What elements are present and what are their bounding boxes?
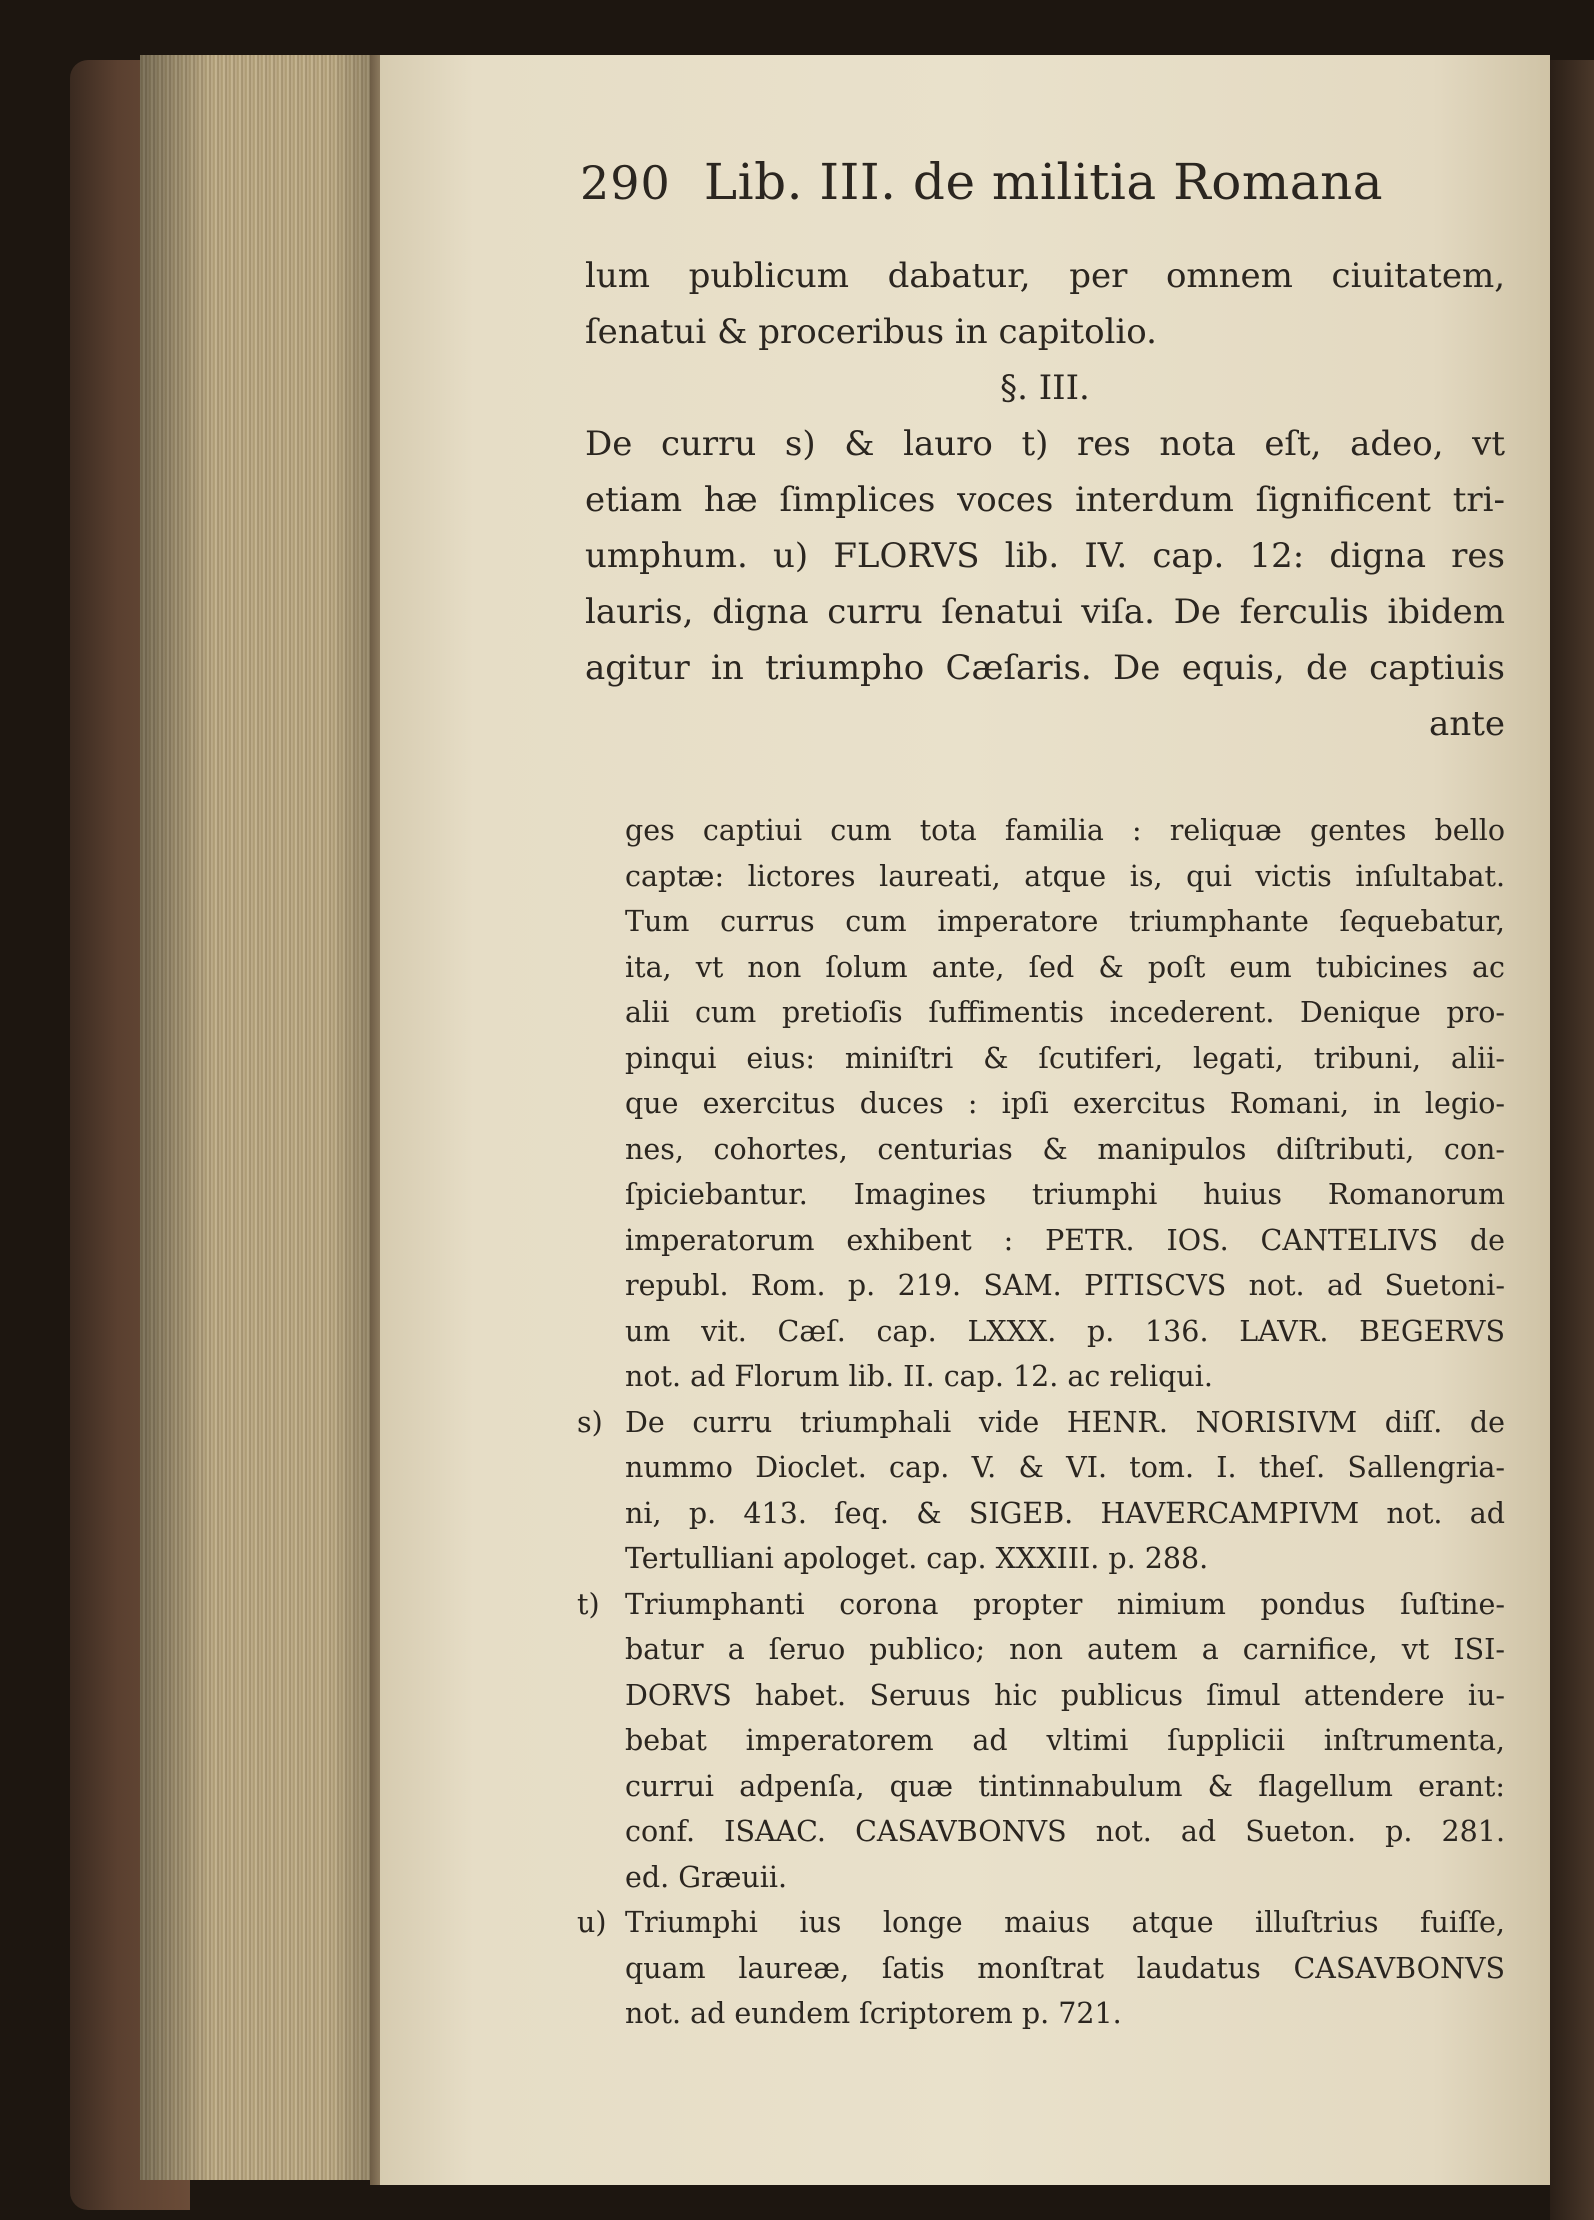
note-line: ges captiui cum tota familia : reliquæ gentes bello — [625, 814, 1505, 847]
note-line: Triumphi ius longe maius atque illuſtrius fuiſſe, — [625, 1906, 1505, 1939]
text-line: lum publicum dabatur, per omnem ciuitatem, — [585, 256, 1505, 296]
note-line: imperatorum exhibent : PETR. IOS. CANTELIVS de — [625, 1223, 1505, 1257]
note-line: alii cum pretioſis ſuffimentis incederent. Denique pro- — [625, 996, 1505, 1029]
note-line: que exercitus duces : ipſi exercitus Romani, in legio- — [625, 1087, 1505, 1120]
text-line: agitur in triumpho Cæſaris. De equis, de captiuis — [585, 648, 1505, 688]
note-line: ni, p. 413. ſeq. & SIGEB. HAVERCAMPIVM not. ad — [625, 1496, 1505, 1530]
note-line: pinqui eius: miniſtri & ſcutiferi, legati, tribuni, alii- — [625, 1041, 1505, 1075]
note-line: republ. Rom. p. 219. SAM. PITISCVS not. ad Suetoni- — [625, 1269, 1505, 1302]
footnote-label: t) — [577, 1587, 600, 1621]
note-line: nummo Dioclet. cap. V. & VI. tom. I. theſ. Sallengria- — [625, 1451, 1505, 1484]
note-line: um vit. Cæſ. cap. LXXX. p. 136. LAVR. BEGERVS — [625, 1314, 1505, 1348]
footnotes-block — [577, 808, 1505, 2037]
book-page — [380, 55, 1550, 2185]
note-line: ed. Græuii. — [625, 1860, 788, 1894]
text-line: De curru s) & lauro t) res nota eſt, adeo, vt — [585, 424, 1505, 464]
text-line: ſenatui & proceribus in capitolio. — [585, 312, 1157, 352]
note-line: bebat imperatorem ad vltimi ſupplicii inſtrumenta, — [625, 1724, 1505, 1757]
footnote-continuation — [625, 808, 1505, 1400]
note-line: ita, vt non ſolum ante, ſed & poſt eum tubicines ac — [625, 950, 1505, 984]
footnote-label: u) — [577, 1906, 607, 1939]
note-line: Tertulliani apologet. cap. XXXIII. p. 288. — [625, 1542, 1209, 1575]
note-line: quam laureæ, ſatis monſtrat laudatus CASAVBONVS — [625, 1951, 1505, 1985]
footnote-s — [577, 1400, 1505, 1582]
running-head: Lib. III. de militia Romana — [703, 153, 1384, 211]
main-text-block — [585, 248, 1505, 752]
note-line: ſpiciebantur. Imagines triumphi huius Romanorum — [625, 1178, 1505, 1211]
note-line: nes, cohortes, centurias & manipulos diſtributi, con- — [625, 1132, 1505, 1166]
note-line: DORVS habet. Seruus hic publicus ſimul attendere iu- — [625, 1678, 1505, 1712]
note-line: Triumphanti corona propter nimium pondus ſuſtine- — [625, 1587, 1505, 1621]
footnote-t — [577, 1582, 1505, 1901]
note-line: conf. ISAAC. CASAVBONVS not. ad Sueton. p. 281. — [625, 1815, 1505, 1848]
page-edges-shadow — [140, 55, 380, 2180]
note-line: batur a ſeruo publico; non autem a carnifice, vt ISI- — [625, 1633, 1505, 1666]
note-line: De curru triumphali vide HENR. NORISIVM diſſ. de — [625, 1405, 1505, 1439]
section-heading: §. III. — [1000, 368, 1090, 408]
page-number: 290 — [580, 156, 671, 210]
text-line: etiam hæ ſimplices voces interdum ſignificent tri- — [585, 480, 1505, 520]
facing-cover-edge — [1550, 60, 1594, 2220]
text-line: umphum. u) FLORVS lib. IV. cap. 12: digna res — [585, 536, 1505, 576]
text-line: lauris, digna curru ſenatui viſa. De ferculis ibidem — [585, 592, 1505, 632]
footnote-label: s) — [577, 1405, 603, 1439]
note-line: not. ad eundem ſcriptorem p. 721. — [625, 1997, 1122, 2030]
page-header — [580, 153, 1383, 211]
catchword: ante — [1429, 704, 1505, 744]
note-line: captæ: lictores laureati, atque is, qui victis inſultabat. — [625, 859, 1505, 893]
note-line: currui adpenſa, quæ tintinnabulum & flagellum erant: — [625, 1769, 1505, 1803]
footnote-u — [577, 1900, 1505, 2037]
note-line: not. ad Florum lib. II. cap. 12. ac reliqui. — [625, 1360, 1213, 1393]
note-line: Tum currus cum imperatore triumphante ſequebatur, — [625, 905, 1505, 938]
